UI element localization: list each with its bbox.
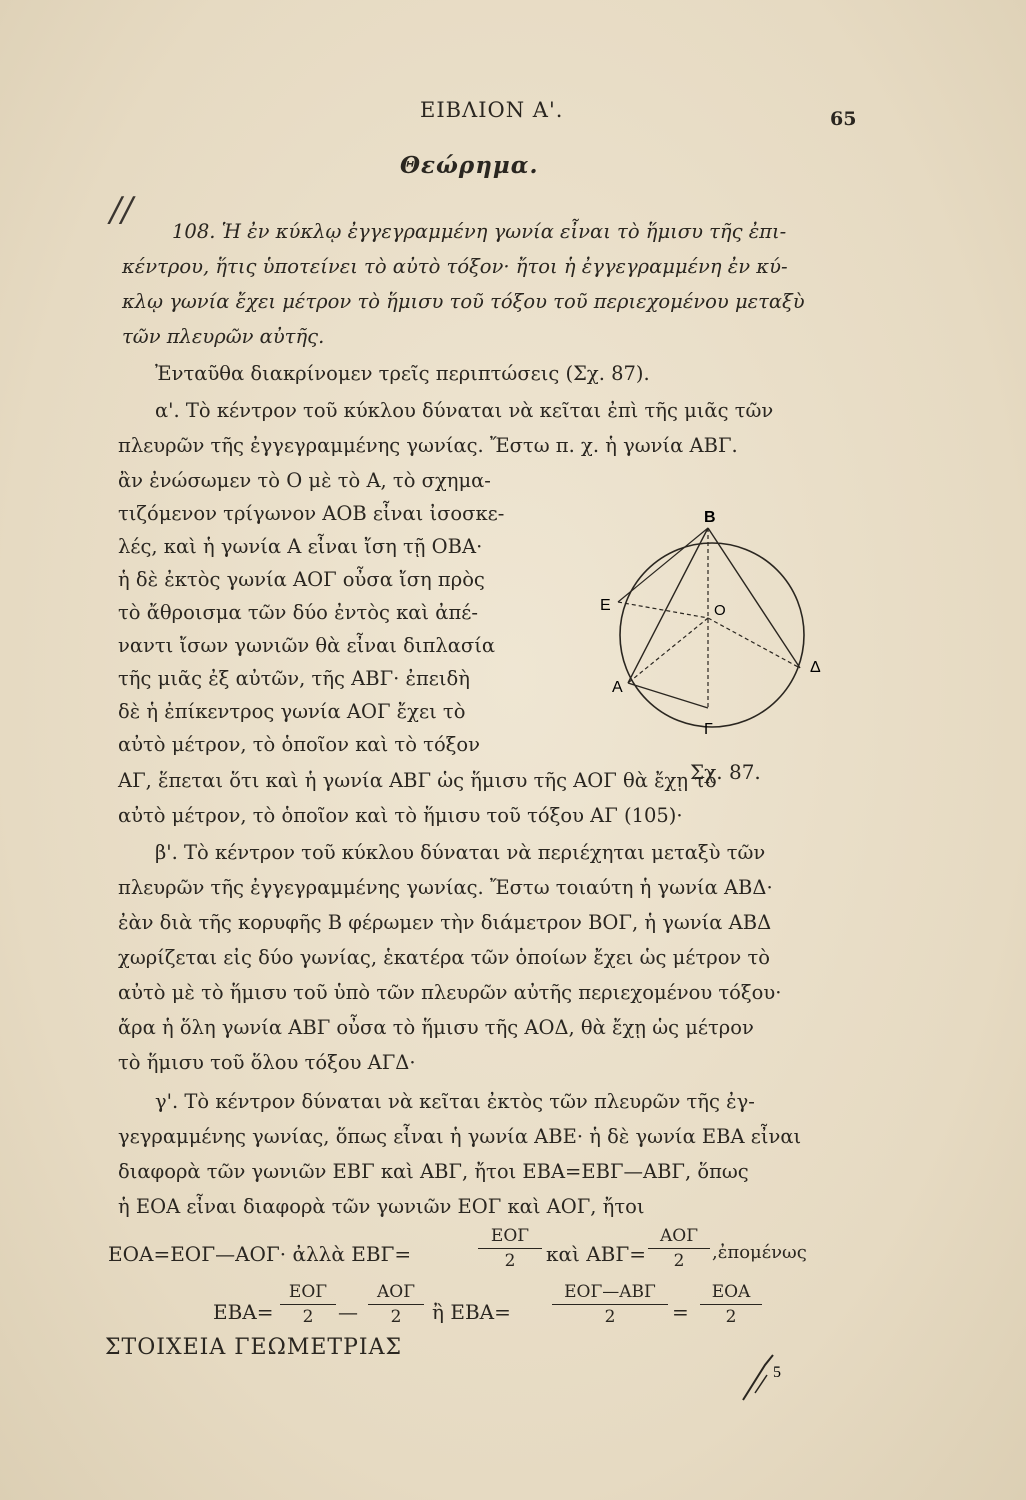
body-line: τῆς μιᾶς ἐξ αὐτῶν, τῆς ΑΒΓ· ἐπειδὴ <box>118 667 470 690</box>
fraction-numerator: ΑΟΓ <box>368 1282 424 1305</box>
body-line: διαφορὰ τῶν γωνιῶν ΕΒΓ καὶ ΑΒΓ, ἤτοι ΕΒΑ=ΕΒΓ—ΑΒΓ, ὅπως <box>118 1160 749 1183</box>
fraction-numerator: ΕΟΑ <box>700 1282 762 1305</box>
fraction-denominator: 2 <box>504 1251 516 1271</box>
body-line: λές, καὶ ἡ γωνία Α εἶναι ἴση τῇ ΟΒΑ· <box>118 535 483 558</box>
fraction <box>700 1282 762 1327</box>
fraction <box>648 1226 710 1271</box>
equation-2-lead: ΕΒΑ= <box>213 1300 274 1324</box>
equation-1-lead: ΕΟΑ=ΕΟΓ—ΑΟΓ· ἀλλὰ ΕΒΓ= <box>108 1242 412 1266</box>
line-BD <box>708 528 800 668</box>
figure-caption: Σχ. 87. <box>690 760 761 784</box>
body-line: τιζόμενον τρίγωνον ΑΟΒ εἶναι ἰσοσκε- <box>118 502 505 525</box>
body-line: πλευρῶν τῆς ἐγγεγραμμένης γωνίας. Ἔστω τοιαύτη ἡ γωνία ΑΒΔ· <box>118 876 773 899</box>
label-O: O <box>714 602 726 619</box>
fraction-denominator: 2 <box>673 1251 685 1271</box>
fraction-denominator: 2 <box>604 1307 616 1327</box>
body-line: αὐτὸ μέτρον, τὸ ὁποῖον καὶ τὸ ἥμισυ τοῦ τόξου ΑΓ (105)· <box>118 804 683 827</box>
label-E: E <box>600 597 611 614</box>
body-line: α'. Τὸ κέντρον τοῦ κύκλου δύναται νὰ κεῖται ἐπὶ τῆς μιᾶς τῶν <box>155 399 774 422</box>
line-AG <box>628 683 708 708</box>
body-line: ἡ δὲ ἐκτὸς γωνία ΑΟΓ οὖσα ἴση πρὸς <box>118 568 485 591</box>
equation-1-tail: ,ἐπομένως <box>712 1242 807 1263</box>
body-line: τὸ ἥμισυ τοῦ ὅλου τόξου ΑΓΔ· <box>118 1051 416 1074</box>
fraction-denominator: 2 <box>390 1307 402 1327</box>
body-line: αὐτὸ μέτρον, τὸ ὁποῖον καὶ τὸ τόξον <box>118 733 481 756</box>
label-A: A <box>612 679 623 696</box>
body-line: πλευρῶν τῆς ἐγγεγραμμένης γωνίας. Ἔστω π. χ. ἡ γωνία ΑΒΓ. <box>118 434 738 457</box>
body-line: χωρίζεται εἰς δύο γωνίας, ἑκατέρα τῶν ὁποίων ἔχει ὡς μέτρον τὸ <box>118 946 771 969</box>
body-line: ἐὰν διὰ τῆς κορυφῆς Β φέρωμεν τὴν διάμετρον ΒΟΓ, ἡ γωνία ΑΒΔ <box>118 911 772 934</box>
theorem-line: κέντρου, ἥτις ὑποτείνει τὸ αὐτὸ τόξον· ἤτοι ἡ ἐγγεγραμμένη ἐν κύ- <box>122 255 788 278</box>
equation-1-mid: καὶ ΑΒΓ= <box>546 1242 646 1266</box>
signature-mark <box>735 1345 795 1405</box>
line-BE <box>618 528 708 602</box>
label-D: Δ <box>810 659 821 676</box>
fraction <box>478 1226 542 1271</box>
fraction-numerator: ΕΟΓ—ΑΒΓ <box>552 1282 668 1305</box>
fraction-denominator: 2 <box>725 1307 737 1327</box>
circle-figure <box>590 500 840 780</box>
body-line: τὸ ἄθροισμα τῶν δύο ἐντὸς καὶ ἀπέ- <box>118 601 478 624</box>
running-header: ΕΙΒΛΙΟΝ Α'. <box>420 98 564 122</box>
fraction-numerator: ΑΟΓ <box>648 1226 710 1249</box>
fraction <box>552 1282 668 1327</box>
fraction <box>368 1282 424 1327</box>
theorem-line: 108. Ἡ ἐν κύκλῳ ἐγγεγραμμένη γωνία εἶναι τὸ ἥμισυ τῆς ἐπι- <box>172 220 787 243</box>
footer-title: ΣΤΟΙΧΕΙΑ ΓΕΩΜΕΤΡΙΑΣ <box>105 1335 403 1360</box>
section-title: Θεώρημα. <box>400 152 539 179</box>
label-B: B <box>704 509 716 526</box>
theorem-line: κλῳ γωνία ἔχει μέτρον τὸ ἥμισυ τοῦ τόξου τοῦ περιεχομένου μεταξὺ <box>122 290 805 313</box>
fraction <box>280 1282 336 1327</box>
body-line: ΑΓ, ἕπεται ὅτι καὶ ἡ γωνία ΑΒΓ ὡς ἥμισυ τῆς ΑΟΓ θὰ ἔχῃ τὸ <box>118 769 717 792</box>
body-line: ναντι ἴσων γωνιῶν θὰ εἶναι διπλασία <box>118 634 496 657</box>
theorem-line: τῶν πλευρῶν αὐτῆς. <box>122 325 325 348</box>
fraction-numerator: ΕΟΓ <box>280 1282 336 1305</box>
page-number: 65 <box>830 108 857 130</box>
body-line: ἄρα ἡ ὅλη γωνία ΑΒΓ οὖσα τὸ ἥμισυ τῆς ΑΟΔ, θὰ ἔχῃ ὡς μέτρον <box>118 1016 754 1039</box>
body-line: β'. Τὸ κέντρον τοῦ κύκλου δύναται νὰ περιέχηται μεταξὺ τῶν <box>155 841 766 864</box>
equation-2-mid: ἢ ΕΒΑ= <box>432 1300 511 1324</box>
body-line: γεγραμμένης γωνίας, ὅπως εἶναι ἡ γωνία ΑΒΕ· ἡ δὲ γωνία ΕΒΑ εἶναι <box>118 1125 802 1148</box>
line-OA <box>628 618 708 683</box>
margin-mark: // <box>110 190 133 230</box>
body-line: Ἐνταῦθα διακρίνομεν τρεῖς περιπτώσεις (Σχ. 87). <box>155 362 650 385</box>
body-line: ἡ ΕΟΑ εἶναι διαφορὰ τῶν γωνιῶν ΕΟΓ καὶ ΑΟΓ, ἤτοι <box>118 1195 645 1218</box>
signature-digit: 5 <box>773 1364 781 1381</box>
equation-2-minus: — <box>338 1300 358 1324</box>
body-line: αὐτὸ μὲ τὸ ἥμισυ τοῦ ὑπὸ τῶν πλευρῶν αὐτῆς περιεχομένου τόξου· <box>118 981 782 1004</box>
fraction-denominator: 2 <box>302 1307 314 1327</box>
circle <box>620 543 804 727</box>
body-line: δὲ ἡ ἐπίκεντρος γωνία ΑΟΓ ἔχει τὸ <box>118 700 466 723</box>
fraction-numerator: ΕΟΓ <box>478 1226 542 1249</box>
body-line: ἂν ἐνώσωμεν τὸ Ο μὲ τὸ Α, τὸ σχημα- <box>118 469 491 492</box>
equation-2-equals: = <box>672 1300 689 1324</box>
label-G: Γ <box>704 721 713 738</box>
body-line: γ'. Τὸ κέντρον δύναται νὰ κεῖται ἐκτὸς τῶν πλευρῶν τῆς ἐγ- <box>155 1090 755 1113</box>
line-OD <box>708 618 800 668</box>
